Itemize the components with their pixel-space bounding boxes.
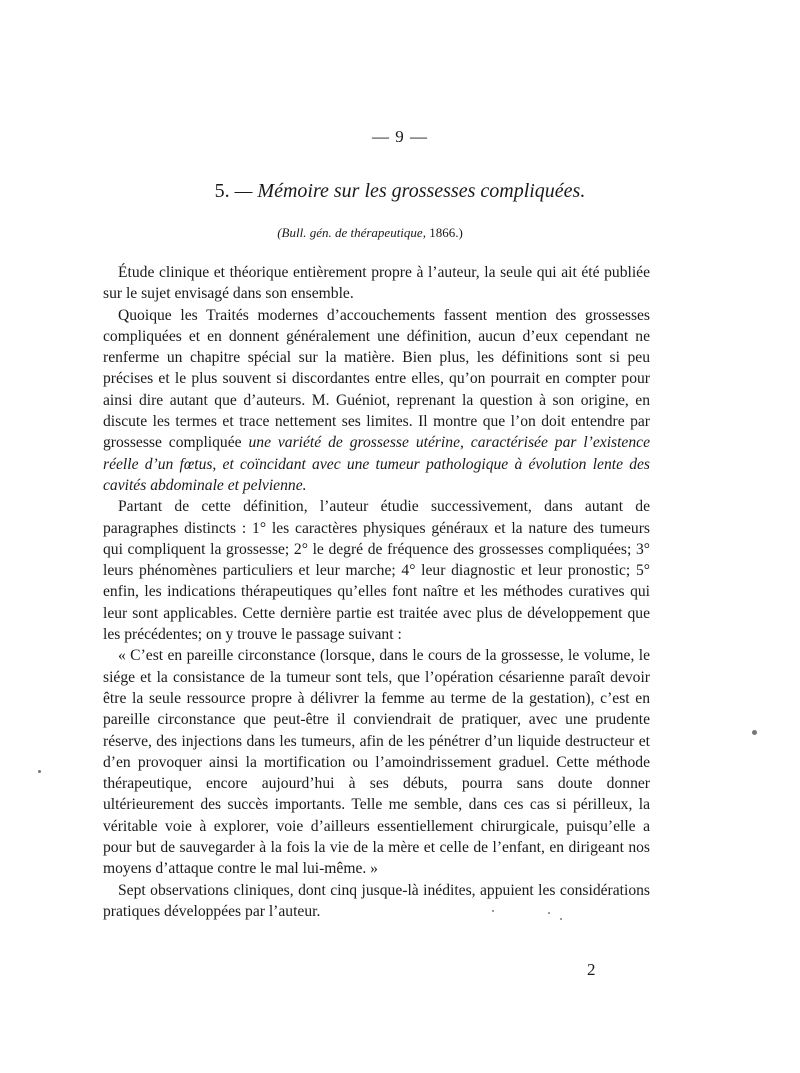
ink-speck xyxy=(492,910,494,912)
page-number-footer: 2 xyxy=(587,960,596,979)
reference-source: (Bull. gén. de thérapeutique, xyxy=(277,225,426,240)
paragraph-2-definition: une variété de grossesse utérine, caractérisée par l’existence réelle d’un fœtus, et coïncidant avec une tumeur pathologique à évolution lente des cavités abdominale et pelvienne. xyxy=(103,434,650,494)
paragraph-4-quotation: « C’est en pareille circonstance (lorsque, dans le cours de la grossesse, le volume, le siége et la consistance de la tumeur sont tels, que l’opération césarienne paraît devoir être la seule ressource propre à délivrer la femme au terme de la gestation), c’est en pareille circonstance que peut-être il conviendrait de pratiquer, avec une prudente réserve, des injections dans les tumeurs, afin de les pénétrer d’un liquide destructeur et d’en provoquer ainsi la mortification ou l’amoindrissement graduel. Cette méthode thérapeutique, encore aujourd’hui à ses débuts, pourra sans doute donner ultérieurement des succès importants. Telle me semble, dans ces cas si périlleux, la véritable voie à explorer, voie d’ailleurs essentiellement chirurgicale, puisqu’elle a pour but de sauvegarder à la fois la vie de la mère et celle de l’enfant, en dirigeant nos moyens d’attaque contre le mal lui-même. » xyxy=(103,647,650,878)
paragraph-1: Étude clinique et théorique entièrement propre à l’auteur, la seule qui ait été publiée sur le sujet envisagé dans son ensemble. xyxy=(103,264,650,303)
ink-speck xyxy=(548,912,550,914)
section-title: — Mémoire sur les grossesses compliquées. xyxy=(234,180,586,202)
body-text xyxy=(103,262,650,922)
section-heading xyxy=(0,180,800,203)
paragraph-3: Partant de cette définition, l’auteur étudie successivement, dans autant de paragraphes distincts : 1° les caractères physiques généraux et la nature des tumeurs qui compliquent la grossesse; 2° le degré de fréquence des grossesses compliquées; 3° leurs phénomènes particuliers et leur marche; 4° leur diagnostic et leur pronostic; 5° enfin, les indications thérapeutiques qu’elles font naître et les méthodes curatives qui leur sont applicables. Cette dernière partie est traitée avec plus de développement que les précédentes; on y trouve le passage suivant : xyxy=(103,498,650,644)
page-number-header: — 9 — xyxy=(372,127,428,146)
ink-speck xyxy=(752,730,757,735)
paragraph-2-text: Quoique les Traités modernes d’accouchements fassent mention des grossesses compliquées et en donnent généralement une définition, aucun d’eux cependant ne renferme un chapitre spécial sur la matière. Bien plus, les définitions sont si peu précises et le plus souvent si discordantes entre elles, qu’on pourrait en compter pour ainsi dire autant que d’auteurs. M. Guéniot, reprenant la question à son origine, en discute les termes et trace nettement ses limites. Il montre que l’on doit entendre par grossesse compliquée xyxy=(103,306,650,452)
bibliographic-reference xyxy=(0,225,740,241)
paragraph-5: Sept observations cliniques, dont cinq jusque-là inédites, appuient les considérations pratiques développées par l’auteur. xyxy=(103,881,650,920)
ink-speck xyxy=(38,770,41,773)
reference-year: 1866.) xyxy=(429,225,463,240)
ink-speck xyxy=(560,918,562,920)
section-number: 5. xyxy=(214,180,230,202)
paragraph-2 xyxy=(103,305,650,497)
